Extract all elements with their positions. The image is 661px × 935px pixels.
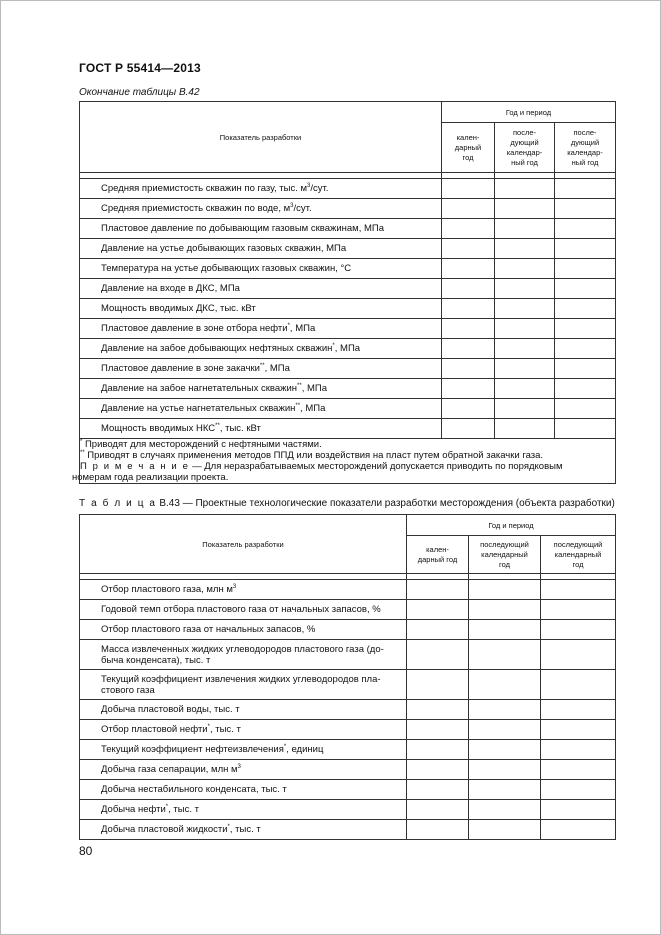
value-cell[interactable] <box>555 379 616 399</box>
indicator-label: Добыча нестабильного конденсата, тыс. т <box>80 780 407 800</box>
value-cell[interactable] <box>555 199 616 219</box>
value-cell[interactable] <box>442 179 495 199</box>
table-42-header-calendar-year: кален- дарный год <box>442 123 495 173</box>
value-cell[interactable] <box>407 580 469 600</box>
value-cell[interactable] <box>469 720 541 740</box>
value-cell[interactable] <box>407 780 469 800</box>
indicator-label: Средняя приемистость скважин по воде, $м^3$/сут. <box>80 199 442 219</box>
value-cell[interactable] <box>495 419 555 439</box>
indicator-label: Отбор пластовой нефти*, тыс. т <box>80 720 407 740</box>
page-number: 80 <box>79 844 93 858</box>
indicator-label: Мощность вводимых ДКС, тыс. кВт <box>80 299 442 319</box>
value-cell[interactable] <box>469 580 541 600</box>
value-cell[interactable] <box>555 319 616 339</box>
table-row <box>80 339 616 359</box>
value-cell[interactable] <box>407 740 469 760</box>
value-cell[interactable] <box>495 359 555 379</box>
indicator-label: Текущий коэффициент нефтеизвлечения*, единиц <box>80 740 407 760</box>
value-cell[interactable] <box>442 339 495 359</box>
table-42-header-next-year-2: после- дующий календар- ный год <box>555 123 616 173</box>
table-row <box>80 319 616 339</box>
indicator-label: Добыча нефти*, тыс. т <box>80 800 407 820</box>
table-42 <box>72 101 616 484</box>
value-cell[interactable] <box>495 239 555 259</box>
value-cell[interactable] <box>555 359 616 379</box>
value-cell[interactable] <box>407 600 469 620</box>
value-cell[interactable] <box>555 399 616 419</box>
table-row <box>80 199 616 219</box>
value-cell[interactable] <box>469 820 541 840</box>
value-cell[interactable] <box>495 279 555 299</box>
table-43 <box>79 514 616 840</box>
value-cell[interactable] <box>442 259 495 279</box>
table-row <box>80 760 616 780</box>
table-row <box>80 259 616 279</box>
table-row <box>80 299 616 319</box>
value-cell[interactable] <box>442 199 495 219</box>
indicator-label: Давление на входе в ДКС, МПа <box>80 279 442 299</box>
value-cell[interactable] <box>407 760 469 780</box>
indicator-label: Масса извлеченных жидких углеводородов пластового газа (до- быча конденсата), тыс. т <box>80 640 407 670</box>
value-cell[interactable] <box>541 640 616 670</box>
value-cell[interactable] <box>541 620 616 640</box>
value-cell[interactable] <box>541 580 616 600</box>
table-43-header-indicator: Показатель разработки <box>80 515 407 574</box>
table-row <box>80 670 616 700</box>
table-row <box>80 399 616 419</box>
indicator-label: Давление на устье добывающих газовых скважин, МПа <box>80 239 442 259</box>
value-cell[interactable] <box>469 640 541 670</box>
table-row <box>80 580 616 600</box>
value-cell[interactable] <box>469 670 541 700</box>
table-42-caption: Окончание таблицы В.42 <box>79 87 200 98</box>
value-cell[interactable] <box>407 720 469 740</box>
indicator-label: Добыча пластовой жидкости*, тыс. т <box>80 820 407 840</box>
table-43-caption: Т а б л и ц а В.43 — Проектные технологические показатели разработки месторождения (объекта разработки) <box>79 498 615 509</box>
value-cell[interactable] <box>541 760 616 780</box>
table-row <box>80 700 616 720</box>
value-cell[interactable] <box>407 820 469 840</box>
indicator-label: Температура на устье добывающих газовых скважин, °С <box>80 259 442 279</box>
value-cell[interactable] <box>495 199 555 219</box>
value-cell[interactable] <box>442 279 495 299</box>
value-cell[interactable] <box>555 419 616 439</box>
value-cell[interactable] <box>495 319 555 339</box>
value-cell[interactable] <box>541 670 616 700</box>
value-cell[interactable] <box>407 700 469 720</box>
table-42-header-next-year-1: после- дующий календар- ный год <box>495 123 555 173</box>
table-row <box>80 379 616 399</box>
table-43-header-next-year-1: последующий календарный год <box>469 536 541 574</box>
table-row <box>80 419 616 439</box>
table-row <box>80 620 616 640</box>
value-cell[interactable] <box>469 700 541 720</box>
value-cell[interactable] <box>442 419 495 439</box>
value-cell[interactable] <box>555 339 616 359</box>
indicator-label: Давление на устье нагнетательных скважин**, МПа <box>80 399 442 419</box>
value-cell[interactable] <box>469 600 541 620</box>
indicator-label: Пластовое давление по добывающим газовым скважинам, МПа <box>80 219 442 239</box>
indicator-label: Пластовое давление в зоне отбора нефти*, МПа <box>80 319 442 339</box>
value-cell[interactable] <box>495 399 555 419</box>
value-cell[interactable] <box>541 820 616 840</box>
value-cell[interactable] <box>555 259 616 279</box>
indicator-label: Годовой темп отбора пластового газа от начальных запасов, % <box>80 600 407 620</box>
value-cell[interactable] <box>495 299 555 319</box>
indicator-label: Добыча газа сепарации, млн $м^3$ <box>80 760 407 780</box>
value-cell[interactable] <box>541 720 616 740</box>
value-cell[interactable] <box>469 760 541 780</box>
table-row <box>80 359 616 379</box>
value-cell[interactable] <box>541 700 616 720</box>
value-cell[interactable] <box>541 740 616 760</box>
value-cell[interactable] <box>541 780 616 800</box>
indicator-label: Давление на забое добывающих нефтяных скважин*, МПа <box>80 339 442 359</box>
table-row <box>80 219 616 239</box>
value-cell[interactable] <box>469 740 541 760</box>
indicator-label: Пластовое давление в зоне закачки**, МПа <box>80 359 442 379</box>
value-cell[interactable] <box>555 279 616 299</box>
indicator-label: Давление на забое нагнетательных скважин**, МПа <box>80 379 442 399</box>
value-cell[interactable] <box>555 299 616 319</box>
indicator-label: Отбор пластового газа, млн $м^3$ <box>80 580 407 600</box>
table-43-header-next-year-2: последующий календарный год <box>541 536 616 574</box>
table-row <box>80 720 616 740</box>
value-cell[interactable] <box>541 800 616 820</box>
indicator-label: Отбор пластового газа от начальных запасов, % <box>80 620 407 640</box>
table-42-header-year-period: Год и период <box>442 102 616 123</box>
indicator-label: Мощность вводимых НКС**, тыс. кВт <box>80 419 442 439</box>
table-row <box>80 820 616 840</box>
table-row <box>80 780 616 800</box>
table-43-header-year-period: Год и период <box>407 515 616 536</box>
table-42-notes: * Приводят для месторождений с нефтяными частями. ** Приводят в случаях применения методов ППД или воздействия на пласт путем обратной закачки газа. П р и м е ч а н и е — Для неразрабатываемых месторождений допускается приводить по порядковым номерам года реализации проекта. <box>80 439 616 484</box>
indicator-label: Добыча пластовой воды, тыс. т <box>80 700 407 720</box>
value-cell[interactable] <box>495 219 555 239</box>
value-cell[interactable] <box>442 379 495 399</box>
table-row <box>80 279 616 299</box>
value-cell[interactable] <box>469 780 541 800</box>
table-row <box>80 800 616 820</box>
value-cell[interactable] <box>407 640 469 670</box>
table-row <box>80 640 616 670</box>
value-cell[interactable] <box>442 319 495 339</box>
value-cell[interactable] <box>442 219 495 239</box>
table-row <box>80 740 616 760</box>
table-43-header-calendar-year: кален- дарный год <box>407 536 469 574</box>
table-42-header-indicator: Показатель разработки <box>80 102 442 173</box>
value-cell[interactable] <box>495 379 555 399</box>
value-cell[interactable] <box>555 219 616 239</box>
value-cell[interactable] <box>495 259 555 279</box>
indicator-label: Текущий коэффициент извлечения жидких углеводородов пла- стового газа <box>80 670 407 700</box>
document-code: ГОСТ Р 55414—2013 <box>79 61 201 75</box>
value-cell[interactable] <box>469 620 541 640</box>
table-row <box>80 239 616 259</box>
table-row <box>80 600 616 620</box>
value-cell[interactable] <box>407 620 469 640</box>
value-cell[interactable] <box>541 600 616 620</box>
value-cell[interactable] <box>469 800 541 820</box>
value-cell[interactable] <box>407 670 469 700</box>
value-cell[interactable] <box>442 359 495 379</box>
value-cell[interactable] <box>442 239 495 259</box>
value-cell[interactable] <box>555 179 616 199</box>
value-cell[interactable] <box>555 239 616 259</box>
value-cell[interactable] <box>442 399 495 419</box>
value-cell[interactable] <box>407 800 469 820</box>
value-cell[interactable] <box>495 339 555 359</box>
indicator-label: Средняя приемистость скважин по газу, тыс. $м^3$/сут. <box>80 179 442 199</box>
value-cell[interactable] <box>495 179 555 199</box>
value-cell[interactable] <box>442 299 495 319</box>
table-row <box>80 179 616 199</box>
